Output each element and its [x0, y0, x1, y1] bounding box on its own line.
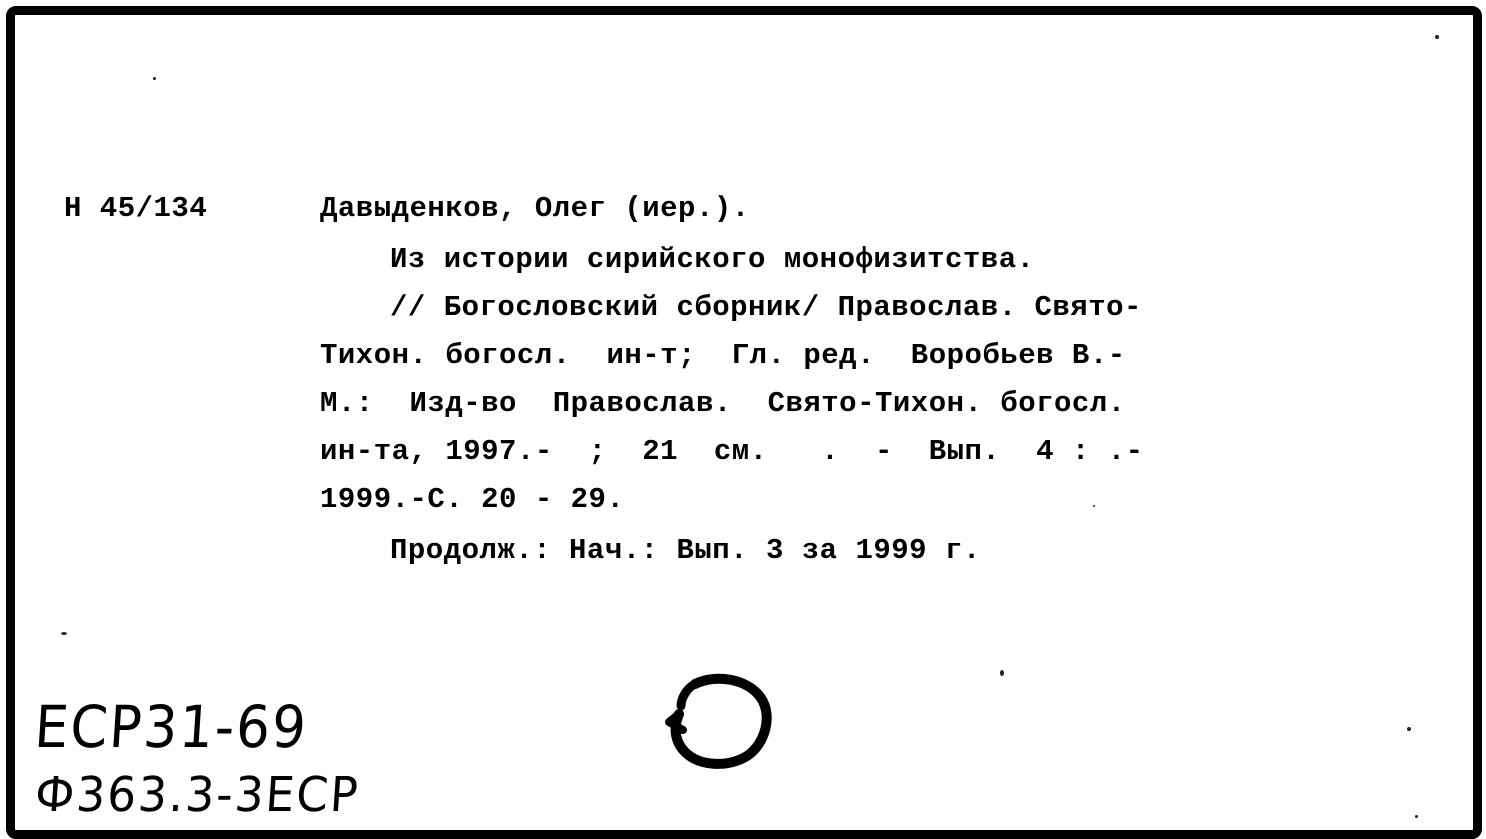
handwritten-classification-2: Ф363.3-3ЕСР	[33, 767, 362, 823]
speck	[1000, 670, 1004, 676]
source-line-1: // Богословский сборник/ Православ. Свято-	[390, 291, 1142, 324]
title-line: Из истории сирийского монофизитства.	[390, 243, 1035, 276]
handwritten-classification-1: ECP31-69	[32, 693, 310, 761]
publisher-line: М.: Изд-во Православ. Свято-Тихон. богосл.	[320, 387, 1126, 420]
speck	[153, 77, 156, 80]
punch-hole-icon	[665, 670, 775, 770]
catalog-card	[6, 6, 1482, 839]
author-line: Давыденков, Олег (иер.).	[320, 192, 750, 225]
speck	[61, 632, 67, 635]
speck	[1093, 505, 1095, 507]
speck	[1415, 815, 1418, 818]
shelf-mark: Н 45/134	[64, 192, 208, 225]
speck	[1435, 35, 1439, 39]
pages-line: 1999.-С. 20 - 29.	[320, 483, 625, 516]
source-line-2: Тихон. богосл. ин-т; Гл. ред. Воробьев В.-	[320, 339, 1126, 372]
speck	[1407, 727, 1411, 731]
imprint-line: ин-та, 1997.- ; 21 см. . - Вып. 4 : .-	[320, 435, 1144, 468]
continuation-note: Продолж.: Нач.: Вып. 3 за 1999 г.	[390, 534, 981, 567]
